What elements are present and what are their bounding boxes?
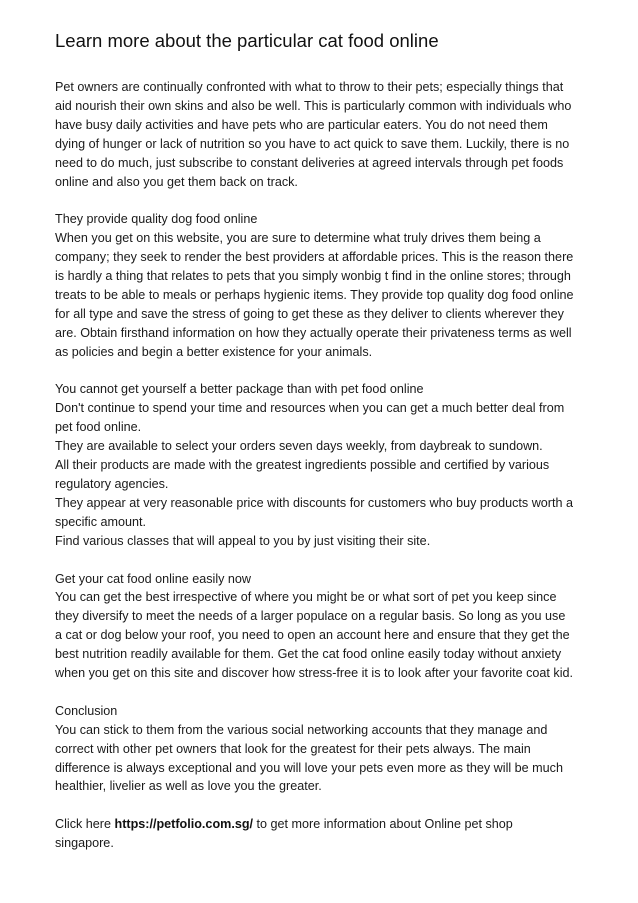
text-line: Find various classes that will appeal to you by just visiting their site.: [55, 533, 431, 548]
text-line: healthier, livelier as well as love you the greater.: [55, 779, 322, 794]
text-line: a cat or dog below your roof, you need to open an account here and ensure that they get the: [55, 628, 570, 643]
text-line: singapore.: [55, 836, 114, 851]
text-line: Pet owners are continually confronted with what to throw to their pets; especially things that: [55, 80, 564, 94]
text-line: are. Obtain firsthand information on how they actually operate their privateness terms as well: [55, 325, 572, 340]
section-better-package: [55, 380, 590, 550]
text-line: when you get on this site and discover how stress-free it is to look after your favorite coat kid.: [55, 666, 573, 681]
section-heading: Get your cat food online easily now: [55, 571, 252, 586]
text-line: best nutrition readily available for them. Get the cat food online easily today without anxiety: [55, 647, 562, 662]
text-line: All their products are made with the greatest ingredients possible and certified by various: [55, 458, 550, 473]
text-line: need to do much, just subscribe to constant deliveries at agreed intervals through pet foods: [55, 155, 564, 170]
intro-paragraph: [55, 78, 590, 191]
section-cat-food-online: [55, 570, 590, 683]
footer-suffix: to get more information about Online pet shop: [253, 817, 513, 832]
text-line: for all type and save the stress of going to get these as they deliver to clients wherever they: [55, 306, 564, 321]
text-line: they diversify to meet the needs of a larger populace on a regular basis. So long as you use: [55, 609, 566, 624]
text-line: have busy daily activities and have pets who are particular eaters. You do not need them: [55, 117, 548, 132]
footer-line: [55, 815, 590, 834]
text-line: online and also you get them back on track.: [55, 174, 298, 189]
text-line: difference is always exceptional and you will love your pets even more as they will be much: [55, 760, 563, 775]
text-line: When you get on this website, you are sure to determine what truly drives them being a: [55, 231, 541, 246]
text-line: as policies and begin a better existence for your animals.: [55, 344, 373, 359]
text-line: You can stick to them from the various social networking accounts that they manage and: [55, 722, 548, 737]
footer-prefix: Click here: [55, 817, 115, 832]
text-line: correct with other pet owners that look for the greatest for their pets always. The main: [55, 741, 531, 756]
document-title: Learn more about the particular cat food online: [55, 30, 439, 51]
text-line: regulatory agencies.: [55, 477, 169, 491]
petfolio-link[interactable]: https://petfolio.com.sg/: [114, 817, 254, 832]
text-line: pet food online.: [55, 420, 142, 435]
text-line: They are available to select your orders seven days weekly, from daybreak to sundown.: [55, 439, 543, 454]
text-line: You can get the best irrespective of where you might be or what sort of pet you keep since: [55, 590, 557, 605]
text-line: specific amount.: [55, 514, 146, 529]
footer-paragraph: [55, 815, 590, 853]
text-line: They appear at very reasonable price with discounts for customers who buy products worth a: [55, 495, 573, 510]
text-line: aid nourish their own skins and also be well. This is particularly common with individuals who: [55, 98, 572, 113]
text-line: company; they seek to render the best providers at affordable prices. This is the reason there: [55, 250, 574, 265]
text-line: treats to be able to meals or perhaps hygienic items. They provide top quality dog food online: [55, 287, 574, 302]
text-line: is hardly a thing that relates to pets that you simply wonbig t find in the online stores; through: [55, 269, 571, 284]
text-line: dying of hunger or lack of nutrition so you have to act quick to save them. Luckily, there is no: [55, 136, 570, 151]
section-heading: They provide quality dog food online: [55, 212, 258, 227]
section-heading: Conclusion: [55, 703, 118, 718]
section-heading: You cannot get yourself a better package than with pet food online: [55, 382, 424, 397]
section-conclusion: [55, 702, 590, 797]
document-page: [55, 30, 590, 872]
text-line: Don't continue to spend your time and resources when you can get a much better deal from: [55, 401, 565, 416]
section-quality-dog-food: [55, 210, 590, 361]
